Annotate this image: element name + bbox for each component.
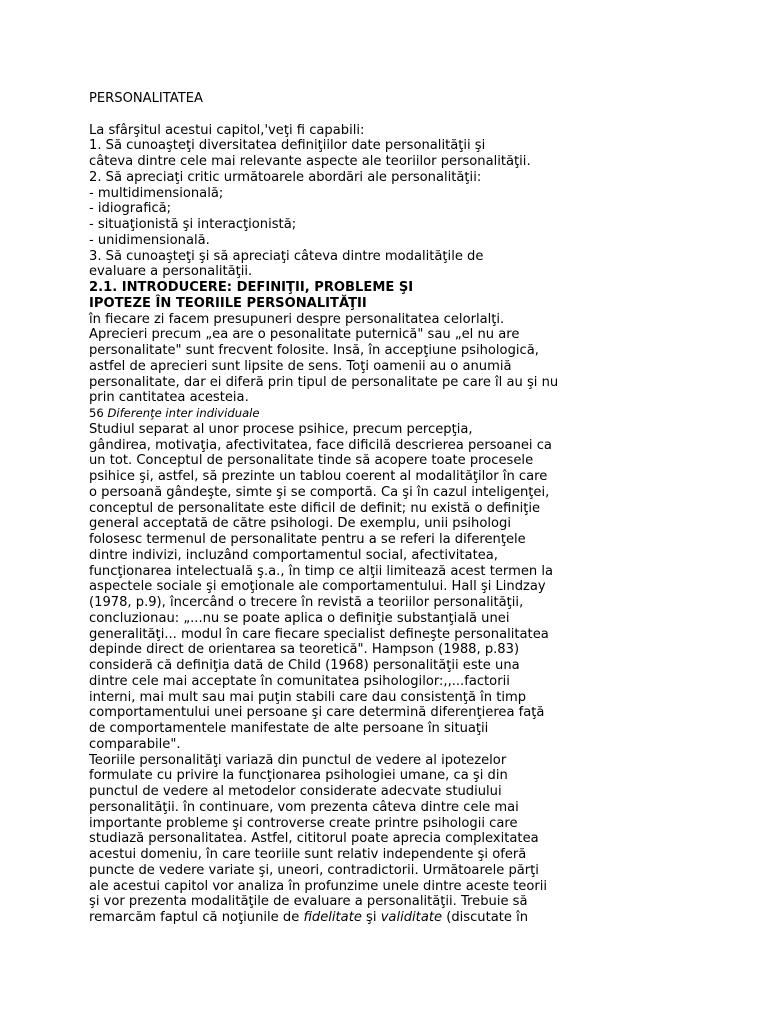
paragraph-line: Teoriile personalităţi variază din punctul de vedere al ipotezelor bbox=[89, 752, 507, 768]
running-header bbox=[89, 406, 569, 422]
section-heading bbox=[89, 280, 569, 312]
paragraph-line: de comportamentele manifestate de alte persoane în situaţii bbox=[89, 721, 489, 736]
paragraph-line: dintre cele mai acceptate în comunitatea psihologilor:,,...factorii bbox=[89, 673, 510, 689]
line-text: remarcăm faptul că noţiunile de bbox=[89, 910, 304, 925]
paragraph-line: generalităţi... modul în care fiecare specialist defineşte personalitatea bbox=[89, 626, 549, 642]
paragraph-3 bbox=[89, 753, 569, 926]
paragraph-line: dintre indivizi, incluzând comportamentul social, afectivitatea, bbox=[89, 547, 498, 563]
paragraph-line: depinde direct de orientarea sa teoretică". Hampson (1988, p.83) bbox=[89, 642, 520, 658]
intro-line: - situaţionistă şi interacţionistă; bbox=[89, 217, 297, 232]
paragraph-line: formulate cu privire la funcţionarea psihologiei umane, ca şi din bbox=[89, 768, 508, 784]
paragraph-line: studiază personalitatea. Astfel, cititorul poate aprecia complexitatea bbox=[89, 831, 539, 847]
paragraph-line: un tot. Conceptul de personalitate tinde să acopere toate procesele bbox=[89, 453, 534, 469]
paragraph-line: interni, mai mult sau mai puţin stabili care dau consistenţă în timp bbox=[89, 689, 527, 705]
paragraph-line: personalitate, dar ei diferă prin tipul de personalitate pe care îl au şi nu bbox=[89, 374, 559, 390]
intro-line: - unidimensională. bbox=[89, 232, 210, 248]
document-page bbox=[89, 91, 569, 926]
intro-line: - idiografică; bbox=[89, 201, 172, 217]
intro-line: - multidimensională; bbox=[89, 185, 224, 201]
paragraph-line: importante probleme şi controverse create printre psihologii care bbox=[89, 815, 518, 831]
spacer bbox=[89, 107, 569, 123]
paragraph-line: psihice şi, astfel, să prezinte un tablou coerent al modalităţilor în care bbox=[89, 469, 548, 484]
paragraph-line: gândirea, motivaţia, afectivitatea, face dificilă descrierea persoanei ca bbox=[89, 437, 552, 453]
document-title: PERSONALITATEA bbox=[89, 91, 203, 106]
paragraph-line: personalităţii. în continuare, vom prezenta câteva dintre cele mai bbox=[89, 799, 519, 815]
paragraph-line: Studiul separat al unor procese psihice, precum percepţia, bbox=[89, 421, 473, 437]
line-text: (discutate în bbox=[442, 910, 529, 925]
heading-line: IPOTEZE ÎN TEORIILE PERSONALITĂŢII bbox=[89, 295, 367, 311]
running-header-title: Diferenţe inter individuale bbox=[107, 406, 260, 420]
paragraph-line-last bbox=[89, 910, 569, 926]
paragraph-2 bbox=[89, 422, 569, 753]
intro-line: 2. Să apreciaţi critic următoarele abordări ale personalităţii: bbox=[89, 169, 482, 185]
intro-objectives bbox=[89, 123, 569, 281]
paragraph-line: consideră că definiţia dată de Child (1968) personalităţii este una bbox=[89, 658, 520, 673]
intro-line: 3. Să cunoaşteţi şi să apreciaţi câteva dintre modalităţile de bbox=[89, 248, 484, 264]
paragraph-line: ale acestui capitol vor analiza în profunzime unele dintre aceste teorii bbox=[89, 878, 548, 894]
intro-line: La sfârşitul acestui capitol,'veţi fi capabili: bbox=[89, 122, 365, 138]
paragraph-line: punctul de vedere al metodelor considerate adecvate studiului bbox=[89, 784, 502, 799]
paragraph-line: concluzionau: „...nu se poate aplica o definiţie substanţială unei bbox=[89, 610, 510, 626]
intro-line: 1. Să cunoaşteţi diversitatea definiţiilor date personalităţii şi bbox=[89, 138, 486, 154]
paragraph-line: acestui domeniu, în care teoriile sunt relativ independente şi oferă bbox=[89, 847, 527, 862]
paragraph-line: aspectele sociale şi emoţionale ale comportamentului. Hall şi Lindzay bbox=[89, 579, 546, 595]
term-validitate: validitate bbox=[380, 910, 443, 925]
intro-line: câteva dintre cele mai relevante aspecte ale teoriilor personalităţii. bbox=[89, 154, 531, 169]
paragraph-line: şi vor prezenta modalităţile de evaluare a personalităţii. Trebuie să bbox=[89, 894, 528, 910]
paragraph-line: (1978, p.9), încercând o trecere în revistă a teoriilor personalităţii, bbox=[89, 595, 524, 610]
paragraph-line: prin cantitatea acesteia. bbox=[89, 390, 249, 406]
term-fidelitate: fidelitate bbox=[303, 910, 362, 925]
paragraph-1 bbox=[89, 312, 569, 407]
line-text: şi bbox=[361, 910, 381, 925]
heading-line: 2.1. INTRODUCERE: DEFINIŢII, PROBLEME ŞI bbox=[89, 280, 414, 295]
paragraph-line: funcţionarea intelectuală ş.a., în timp ce alţii limitează acest termen la bbox=[89, 563, 554, 579]
paragraph-line: folosesc termenul de personalitate pentru a se referi la diferenţele bbox=[89, 532, 526, 547]
paragraph-line: o persoană gândeşte, simte şi se comportă. Ca şi în cazul inteligenţei, bbox=[89, 484, 550, 500]
paragraph-line: puncte de vedere variate şi, uneori, contradictorii. Următoarele părţi bbox=[89, 862, 539, 878]
paragraph-line: conceptul de personalitate este dificil de definit; nu există o definiţie bbox=[89, 500, 541, 516]
paragraph-line: personalitate" sunt frecvent folosite. Insă, în accepţiune psihologică, bbox=[89, 343, 539, 358]
paragraph-line: comparabile". bbox=[89, 736, 181, 752]
paragraph-line: comportamentului unei persoane şi care determină diferenţierea faţă bbox=[89, 705, 545, 721]
page-number: 56 bbox=[89, 406, 104, 420]
paragraph-line: Aprecieri precum „ea are o pesonalitate puternică" sau „el nu are bbox=[89, 327, 520, 343]
intro-line: evaluare a personalităţii. bbox=[89, 264, 253, 280]
paragraph-line: general acceptată de către psihologi. De exemplu, unii psihologi bbox=[89, 516, 511, 532]
paragraph-line: în fiecare zi facem presupuneri despre personalitatea celorlalţi. bbox=[89, 311, 505, 327]
paragraph-line: astfel de aprecieri sunt lipsite de sens. Toţi oamenii au o anumiă bbox=[89, 358, 512, 374]
